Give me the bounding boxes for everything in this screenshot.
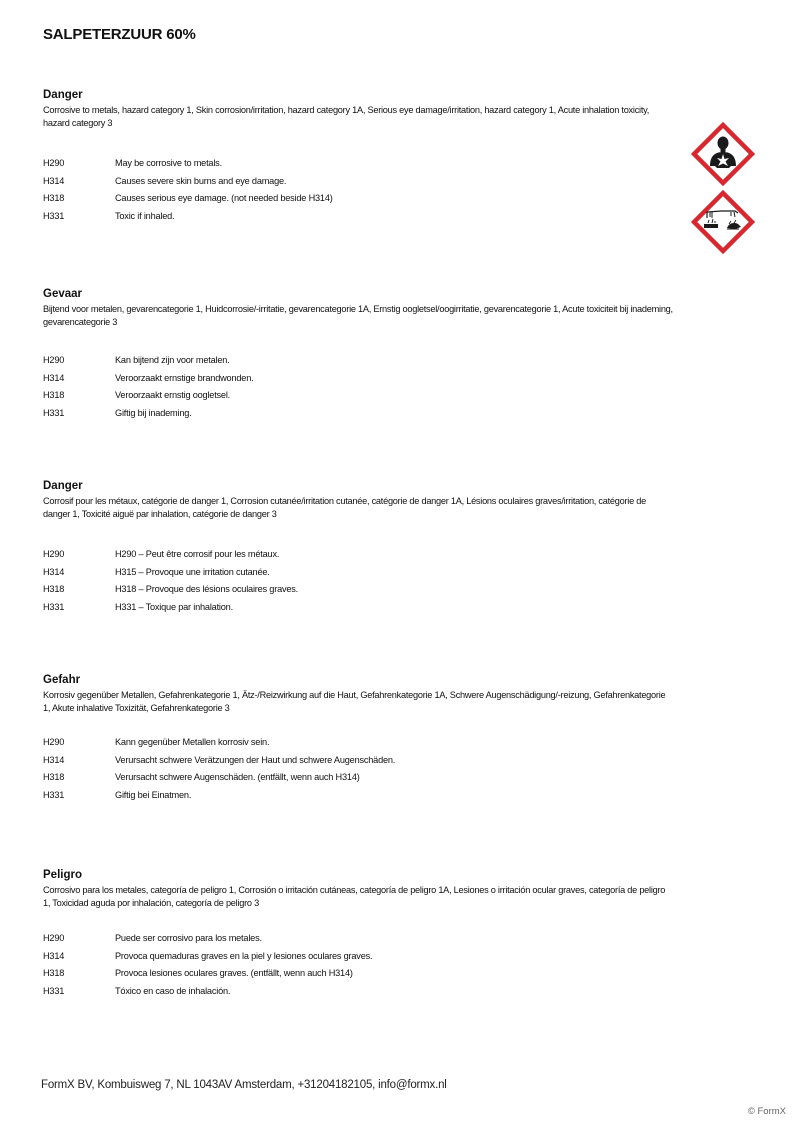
hazard-section-fr	[43, 480, 673, 521]
hazard-statement-row	[43, 405, 253, 423]
hazard-classification: Corrosif pour les métaux, catégorie de danger 1, Corrosion cutanée/irritation cutanée, catégorie de danger 1A, Lésions oculaires graves/irritation, catégorie de danger 1, Toxicité aiguë par inhalation, catégorie de danger 3	[43, 496, 646, 519]
hazard-code: H290	[43, 355, 65, 365]
hazard-statement-row	[43, 370, 253, 388]
hazard-text: Veroorzaakt ernstige brandwonden.	[115, 372, 254, 383]
hazard-text: Giftig bij inademing.	[115, 407, 192, 418]
company-address: FormX BV, Kombuisweg 7, NL 1043AV Amsterdam, +31204182105, info@formx.nl	[41, 1079, 447, 1091]
hazard-statements-de	[43, 734, 395, 804]
hazard-text: Kan bijtend zijn voor metalen.	[115, 355, 230, 365]
hazard-statement-row	[43, 787, 395, 805]
hazard-statement-row	[43, 352, 253, 370]
hazard-statement-row	[43, 983, 372, 1001]
hazard-text: Verursacht schwere Verätzungen der Haut und schwere Augenschäden.	[115, 754, 396, 765]
signal-word: Gefahr	[43, 674, 81, 686]
ghs-pictograms	[691, 122, 755, 258]
hazard-statement-row	[43, 173, 333, 191]
hazard-code: H331	[43, 407, 65, 418]
hazard-statement-row	[43, 752, 395, 770]
hazard-text: Causes severe skin burns and eye damage.	[115, 175, 287, 186]
hazard-statement-row	[43, 581, 298, 599]
hazard-text: Giftig bei Einatmen.	[115, 789, 192, 800]
hazard-code: H314	[43, 175, 65, 186]
hazard-text: H315 – Provoque une irritation cutanée.	[115, 566, 270, 577]
signal-word: Danger	[43, 480, 83, 492]
hazard-classification: Corrosive to metals, hazard category 1, Skin corrosion/irritation, hazard category 1A, Serious eye damage/irritation, hazard category 1, Acute inhalation toxicity, hazard category 3	[43, 105, 650, 128]
hazard-statement-row	[43, 190, 333, 208]
hazard-code: H318	[43, 584, 65, 594]
hazard-code: H318	[43, 193, 65, 203]
hazard-text: H290 – Peut être corrosif pour les métaux.	[115, 549, 280, 559]
hazard-statement-row	[43, 155, 333, 173]
hazard-text: Provoca lesiones oculares graves. (entfällt, wenn auch H314)	[115, 968, 353, 978]
hazard-code: H331	[43, 985, 65, 996]
hazard-code: H331	[43, 601, 65, 612]
hazard-classification: Korrosiv gegenüber Metallen, Gefahrenkategorie 1, Ätz-/Reizwirkung auf die Haut, Gefahrenkategorie 1A, Schwere Augenschädigung/-reizung, Gefahrenkategorie 1, Akute inhalative Toxizität, Gefahrenkategorie 3	[43, 690, 666, 713]
health-hazard-icon	[691, 122, 755, 186]
hazard-statement-row	[43, 564, 298, 582]
hazard-text: Verursacht schwere Augenschäden. (entfällt, wenn auch H314)	[115, 772, 360, 782]
hazard-text: H331 – Toxique par inhalation.	[115, 601, 233, 612]
hazard-text: Veroorzaakt ernstig oogletsel.	[115, 390, 231, 400]
hazard-statement-row	[43, 948, 372, 966]
hazard-code: H318	[43, 968, 65, 978]
hazard-text: H318 – Provoque des lésions oculaires graves.	[115, 584, 299, 594]
signal-word: Gevaar	[43, 288, 83, 300]
hazard-section-nl	[43, 288, 673, 329]
hazard-statement-row	[43, 965, 372, 983]
hazard-code: H290	[43, 933, 65, 943]
hazard-statement-row	[43, 599, 298, 617]
hazard-code: H318	[43, 390, 65, 400]
hazard-text: Causes serious eye damage. (not needed beside H314)	[115, 193, 333, 203]
hazard-code: H314	[43, 566, 65, 577]
hazard-statement-row	[43, 930, 372, 948]
hazard-code: H314	[43, 950, 65, 961]
hazard-code: H318	[43, 772, 65, 782]
copyright-notice: © FormX	[747, 1106, 786, 1117]
hazard-code: H314	[43, 754, 65, 765]
hazard-statements-nl	[43, 352, 253, 422]
hazard-text: Provoca quemaduras graves en la piel y lesiones oculares graves.	[115, 950, 373, 961]
hazard-statement-row	[43, 734, 395, 752]
hazard-statement-row	[43, 387, 253, 405]
hazard-text: Kann gegenüber Metallen korrosiv sein.	[115, 737, 270, 747]
hazard-text: Puede ser corrosivo para los metales.	[115, 933, 262, 943]
hazard-code: H290	[43, 158, 65, 168]
hazard-code: H331	[43, 789, 65, 800]
corrosion-icon	[691, 190, 755, 254]
hazard-text: May be corrosive to metals.	[115, 158, 222, 168]
hazard-statement-row	[43, 769, 395, 787]
hazard-text: Tóxico en caso de inhalación.	[115, 985, 231, 996]
hazard-code: H331	[43, 210, 65, 221]
hazard-statements-es	[43, 930, 372, 1000]
signal-word: Peligro	[43, 869, 82, 881]
product-title: SALPETERZUUR 60%	[43, 26, 196, 43]
hazard-code: H314	[43, 372, 65, 383]
hazard-text: Toxic if inhaled.	[115, 210, 175, 221]
hazard-statement-row	[43, 546, 298, 564]
hazard-section-de	[43, 674, 673, 715]
hazard-code: H290	[43, 737, 65, 747]
hazard-section-es	[43, 869, 673, 910]
hazard-statements-en	[43, 155, 333, 225]
signal-word: Danger	[43, 89, 83, 101]
hazard-statement-row	[43, 208, 333, 226]
hazard-classification: Bijtend voor metalen, gevarencategorie 1, Huidcorrosie/-irritatie, gevarencategorie 1A, Ernstig oogletsel/oogirritatie, gevarencategorie 1, Acute toxiciteit bij inademing, gevarencategorie 3	[43, 304, 673, 327]
hazard-code: H290	[43, 549, 65, 559]
hazard-classification: Corrosivo para los metales, categoría de peligro 1, Corrosión o irritación cutáneas, categoría de peligro 1A, Lesiones o irritación ocular graves, categoría de peligro 1, Toxicidad aguda por inhalación, categoría de peligro 3	[43, 885, 666, 908]
hazard-section-en	[43, 89, 673, 130]
hazard-statements-fr	[43, 546, 298, 616]
